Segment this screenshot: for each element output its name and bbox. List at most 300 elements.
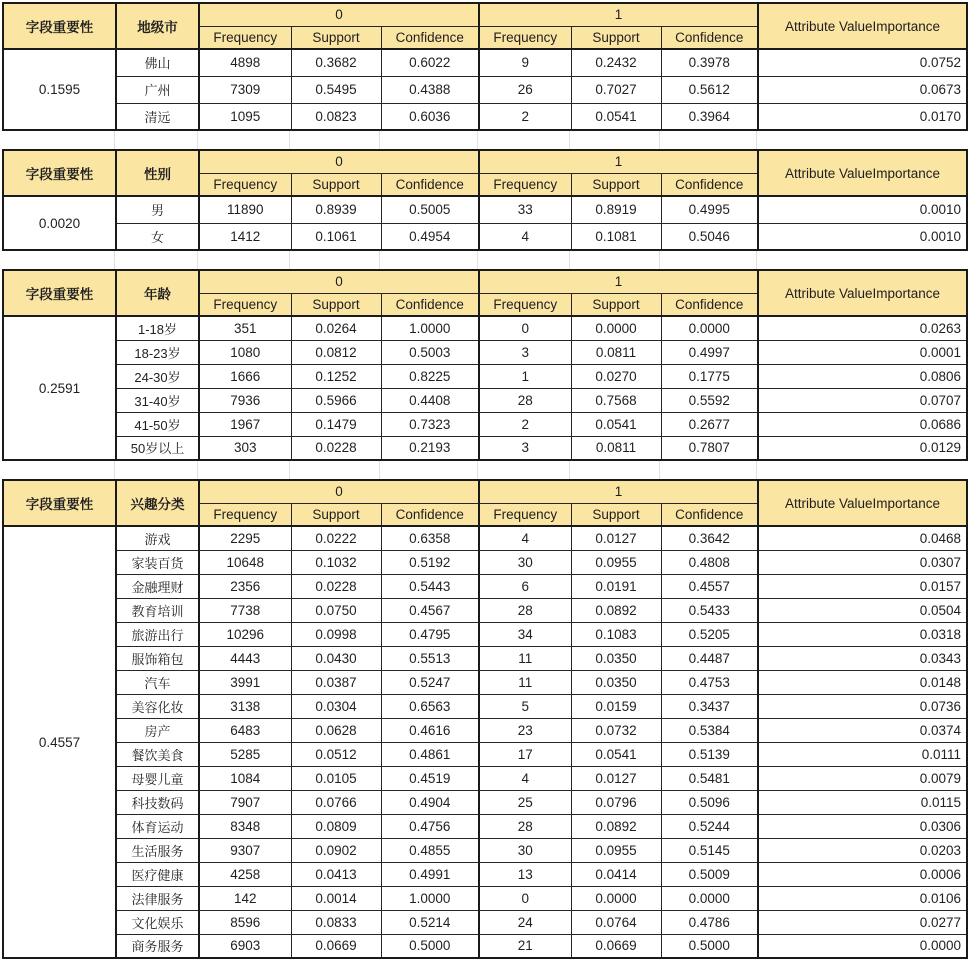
frequency-0-value-cell: 1666 bbox=[199, 364, 291, 388]
support-1-value-cell: 0.0000 bbox=[571, 316, 661, 340]
confidence-1-value-cell: 0.5481 bbox=[661, 766, 758, 790]
confidence-0-value-cell: 0.6036 bbox=[381, 103, 479, 130]
category-value-cell: 体育运动 bbox=[116, 814, 199, 838]
confidence-1-value-cell: 0.5205 bbox=[661, 622, 758, 646]
support-1-value-cell: 0.0191 bbox=[571, 574, 661, 598]
field-importance-value-cell: 0.4557 bbox=[3, 526, 116, 958]
category-value-cell: 汽车 bbox=[116, 670, 199, 694]
category-value-cell: 旅游出行 bbox=[116, 622, 199, 646]
attribute-value-importance-cell: 0.0157 bbox=[758, 574, 967, 598]
category-value-cell: 医疗健康 bbox=[116, 862, 199, 886]
table-row bbox=[3, 598, 967, 622]
frequency-header-cell: Frequency bbox=[199, 173, 291, 196]
attribute-value-importance-cell: 0.0263 bbox=[758, 316, 967, 340]
attribute-value-importance-cell: 0.0318 bbox=[758, 622, 967, 646]
confidence-1-value-cell: 0.3437 bbox=[661, 694, 758, 718]
table-row bbox=[3, 340, 967, 364]
support-0-value-cell: 0.5495 bbox=[291, 76, 381, 103]
frequency-0-value-cell: 5285 bbox=[199, 742, 291, 766]
category-value-cell: 男 bbox=[116, 196, 199, 223]
table-row bbox=[3, 790, 967, 814]
importance-table-性别 bbox=[2, 149, 968, 251]
attribute-value-importance-cell: 0.0343 bbox=[758, 646, 967, 670]
attribute-value-importance-cell: 0.0277 bbox=[758, 910, 967, 934]
attribute-value-importance-cell: 0.0170 bbox=[758, 103, 967, 130]
attribute-value-importance-cell: 0.0306 bbox=[758, 814, 967, 838]
frequency-0-value-cell: 9307 bbox=[199, 838, 291, 862]
category-value-cell: 教育培训 bbox=[116, 598, 199, 622]
frequency-0-value-cell: 10296 bbox=[199, 622, 291, 646]
frequency-1-value-cell: 4 bbox=[479, 223, 571, 250]
frequency-0-value-cell: 4258 bbox=[199, 862, 291, 886]
group-1-header-cell: 1 bbox=[479, 270, 758, 293]
support-1-value-cell: 0.7027 bbox=[571, 76, 661, 103]
table-row bbox=[3, 223, 967, 250]
gap-gridline bbox=[757, 131, 966, 149]
table-row bbox=[3, 364, 967, 388]
support-0-value-cell: 0.0512 bbox=[291, 742, 381, 766]
category-value-cell: 游戏 bbox=[116, 526, 199, 550]
confidence-0-value-cell: 0.4904 bbox=[381, 790, 479, 814]
importance-header-cell: 字段重要性 bbox=[3, 3, 116, 49]
table-row bbox=[3, 526, 967, 550]
category-value-cell: 18-23岁 bbox=[116, 340, 199, 364]
frequency-0-value-cell: 8596 bbox=[199, 910, 291, 934]
support-0-value-cell: 0.5966 bbox=[291, 388, 381, 412]
support-0-value-cell: 0.0228 bbox=[291, 574, 381, 598]
confidence-0-value-cell: 0.5000 bbox=[381, 934, 479, 958]
support-0-value-cell: 0.0750 bbox=[291, 598, 381, 622]
attribute-value-importance-cell: 0.0707 bbox=[758, 388, 967, 412]
importance-header-cell: 字段重要性 bbox=[3, 480, 116, 526]
gap-gridline bbox=[198, 251, 290, 269]
confidence-0-value-cell: 0.2193 bbox=[381, 436, 479, 460]
field-importance-value-cell: 0.2591 bbox=[3, 316, 116, 460]
support-1-value-cell: 0.0000 bbox=[571, 886, 661, 910]
importance-table-年龄 bbox=[2, 269, 968, 461]
gap-gridline bbox=[660, 461, 757, 479]
gap-gridline bbox=[660, 131, 757, 149]
confidence-1-value-cell: 0.3978 bbox=[661, 49, 758, 76]
frequency-header-cell: Frequency bbox=[199, 26, 291, 49]
support-0-value-cell: 0.0998 bbox=[291, 622, 381, 646]
category-header-cell: 年龄 bbox=[116, 270, 199, 316]
attribute-value-importance-cell: 0.0111 bbox=[758, 742, 967, 766]
group-1-header-cell: 1 bbox=[479, 3, 758, 26]
support-1-value-cell: 0.0127 bbox=[571, 526, 661, 550]
category-value-cell: 金融理财 bbox=[116, 574, 199, 598]
support-1-value-cell: 0.8919 bbox=[571, 196, 661, 223]
category-header-cell: 兴趣分类 bbox=[116, 480, 199, 526]
support-1-value-cell: 0.0270 bbox=[571, 364, 661, 388]
frequency-header-cell: Frequency bbox=[479, 293, 571, 316]
table-gap bbox=[2, 461, 966, 479]
confidence-0-value-cell: 0.5005 bbox=[381, 196, 479, 223]
confidence-1-value-cell: 0.3642 bbox=[661, 526, 758, 550]
frequency-1-value-cell: 5 bbox=[479, 694, 571, 718]
confidence-0-value-cell: 1.0000 bbox=[381, 886, 479, 910]
gap-gridline bbox=[757, 251, 966, 269]
category-value-cell: 房产 bbox=[116, 718, 199, 742]
support-0-value-cell: 0.1061 bbox=[291, 223, 381, 250]
confidence-1-value-cell: 0.5096 bbox=[661, 790, 758, 814]
support-1-value-cell: 0.0764 bbox=[571, 910, 661, 934]
confidence-1-value-cell: 0.4487 bbox=[661, 646, 758, 670]
frequency-1-value-cell: 9 bbox=[479, 49, 571, 76]
table-row bbox=[3, 196, 967, 223]
table-row bbox=[3, 886, 967, 910]
support-0-value-cell: 0.1032 bbox=[291, 550, 381, 574]
gap-gridline bbox=[198, 131, 290, 149]
frequency-1-value-cell: 33 bbox=[479, 196, 571, 223]
gap-gridline bbox=[290, 461, 380, 479]
category-value-cell: 美容化妆 bbox=[116, 694, 199, 718]
attribute-value-importance-cell: 0.0673 bbox=[758, 76, 967, 103]
category-value-cell: 法律服务 bbox=[116, 886, 199, 910]
confidence-1-value-cell: 0.5046 bbox=[661, 223, 758, 250]
category-value-cell: 文化娱乐 bbox=[116, 910, 199, 934]
support-1-value-cell: 0.7568 bbox=[571, 388, 661, 412]
attribute-value-importance-cell: 0.0148 bbox=[758, 670, 967, 694]
frequency-0-value-cell: 1412 bbox=[199, 223, 291, 250]
table-header bbox=[3, 3, 967, 49]
gap-gridline bbox=[570, 461, 660, 479]
category-value-cell: 佛山 bbox=[116, 49, 199, 76]
confidence-1-value-cell: 0.5009 bbox=[661, 862, 758, 886]
frequency-1-value-cell: 17 bbox=[479, 742, 571, 766]
table-row bbox=[3, 49, 967, 76]
group-0-header-cell: 0 bbox=[199, 3, 479, 26]
confidence-0-value-cell: 0.4567 bbox=[381, 598, 479, 622]
confidence-0-value-cell: 0.5003 bbox=[381, 340, 479, 364]
confidence-1-value-cell: 0.5433 bbox=[661, 598, 758, 622]
confidence-1-value-cell: 0.4557 bbox=[661, 574, 758, 598]
confidence-1-value-cell: 0.5244 bbox=[661, 814, 758, 838]
category-value-cell: 家装百货 bbox=[116, 550, 199, 574]
confidence-1-value-cell: 0.5612 bbox=[661, 76, 758, 103]
attribute-value-importance-cell: 0.0752 bbox=[758, 49, 967, 76]
support-1-value-cell: 0.0127 bbox=[571, 766, 661, 790]
confidence-0-value-cell: 0.5443 bbox=[381, 574, 479, 598]
gap-gridline bbox=[2, 131, 115, 149]
confidence-1-value-cell: 0.5384 bbox=[661, 718, 758, 742]
gap-gridline bbox=[757, 461, 966, 479]
gap-gridline bbox=[478, 131, 570, 149]
attribute-value-importance-cell: 0.0468 bbox=[758, 526, 967, 550]
table-row bbox=[3, 670, 967, 694]
table-row bbox=[3, 550, 967, 574]
confidence-0-value-cell: 0.4855 bbox=[381, 838, 479, 862]
frequency-0-value-cell: 7309 bbox=[199, 76, 291, 103]
confidence-header-cell: Confidence bbox=[381, 503, 479, 526]
confidence-0-value-cell: 0.4954 bbox=[381, 223, 479, 250]
support-0-value-cell: 0.0413 bbox=[291, 862, 381, 886]
support-1-value-cell: 0.0541 bbox=[571, 103, 661, 130]
support-1-value-cell: 0.0350 bbox=[571, 646, 661, 670]
attribute-importance-header-cell: Attribute ValueImportance bbox=[758, 150, 967, 196]
gap-gridline bbox=[198, 461, 290, 479]
frequency-0-value-cell: 8348 bbox=[199, 814, 291, 838]
frequency-0-value-cell: 351 bbox=[199, 316, 291, 340]
table-row bbox=[3, 76, 967, 103]
support-1-value-cell: 0.0811 bbox=[571, 436, 661, 460]
support-1-value-cell: 0.0892 bbox=[571, 598, 661, 622]
gap-gridline bbox=[115, 461, 198, 479]
table-row bbox=[3, 694, 967, 718]
category-value-cell: 41-50岁 bbox=[116, 412, 199, 436]
table-header bbox=[3, 270, 967, 316]
confidence-0-value-cell: 0.6022 bbox=[381, 49, 479, 76]
gap-gridline bbox=[380, 251, 478, 269]
category-value-cell: 餐饮美食 bbox=[116, 742, 199, 766]
table-row bbox=[3, 574, 967, 598]
support-0-value-cell: 0.0823 bbox=[291, 103, 381, 130]
attribute-value-importance-cell: 0.0106 bbox=[758, 886, 967, 910]
frequency-header-cell: Frequency bbox=[199, 293, 291, 316]
support-1-value-cell: 0.0541 bbox=[571, 742, 661, 766]
frequency-1-value-cell: 0 bbox=[479, 316, 571, 340]
frequency-1-value-cell: 4 bbox=[479, 526, 571, 550]
category-value-cell: 服饰箱包 bbox=[116, 646, 199, 670]
confidence-1-value-cell: 0.5592 bbox=[661, 388, 758, 412]
gap-gridline bbox=[570, 131, 660, 149]
frequency-0-value-cell: 10648 bbox=[199, 550, 291, 574]
support-1-value-cell: 0.0414 bbox=[571, 862, 661, 886]
confidence-0-value-cell: 0.5214 bbox=[381, 910, 479, 934]
support-0-value-cell: 0.0628 bbox=[291, 718, 381, 742]
category-value-cell: 广州 bbox=[116, 76, 199, 103]
table-header bbox=[3, 480, 967, 526]
attribute-value-importance-cell: 0.0001 bbox=[758, 340, 967, 364]
table-row bbox=[3, 622, 967, 646]
support-header-cell: Support bbox=[571, 173, 661, 196]
frequency-0-value-cell: 2356 bbox=[199, 574, 291, 598]
table-row bbox=[3, 436, 967, 460]
field-importance-value-cell: 0.0020 bbox=[3, 196, 116, 250]
support-0-value-cell: 0.0014 bbox=[291, 886, 381, 910]
support-1-value-cell: 0.0811 bbox=[571, 340, 661, 364]
confidence-0-value-cell: 0.4616 bbox=[381, 718, 479, 742]
gap-gridline bbox=[380, 131, 478, 149]
table-gap bbox=[2, 251, 966, 269]
importance-header-cell: 字段重要性 bbox=[3, 150, 116, 196]
gap-gridline bbox=[660, 251, 757, 269]
confidence-0-value-cell: 0.8225 bbox=[381, 364, 479, 388]
frequency-0-value-cell: 11890 bbox=[199, 196, 291, 223]
field-importance-value-cell: 0.1595 bbox=[3, 49, 116, 130]
confidence-0-value-cell: 0.4756 bbox=[381, 814, 479, 838]
support-0-value-cell: 0.8939 bbox=[291, 196, 381, 223]
support-0-value-cell: 0.0669 bbox=[291, 934, 381, 958]
frequency-0-value-cell: 3991 bbox=[199, 670, 291, 694]
group-0-header-cell: 0 bbox=[199, 150, 479, 173]
group-1-header-cell: 1 bbox=[479, 480, 758, 503]
frequency-0-value-cell: 7738 bbox=[199, 598, 291, 622]
gap-gridline bbox=[2, 461, 115, 479]
support-header-cell: Support bbox=[571, 293, 661, 316]
category-value-cell: 31-40岁 bbox=[116, 388, 199, 412]
category-value-cell: 生活服务 bbox=[116, 838, 199, 862]
support-1-value-cell: 0.0955 bbox=[571, 838, 661, 862]
category-value-cell: 清远 bbox=[116, 103, 199, 130]
confidence-0-value-cell: 0.4991 bbox=[381, 862, 479, 886]
attribute-value-importance-cell: 0.0504 bbox=[758, 598, 967, 622]
table-row bbox=[3, 742, 967, 766]
frequency-0-value-cell: 2295 bbox=[199, 526, 291, 550]
frequency-0-value-cell: 1967 bbox=[199, 412, 291, 436]
attribute-value-importance-cell: 0.0010 bbox=[758, 196, 967, 223]
support-1-value-cell: 0.0892 bbox=[571, 814, 661, 838]
frequency-1-value-cell: 0 bbox=[479, 886, 571, 910]
frequency-0-value-cell: 6903 bbox=[199, 934, 291, 958]
table-header bbox=[3, 150, 967, 196]
importance-table-地级市 bbox=[2, 2, 968, 131]
importance-header-cell: 字段重要性 bbox=[3, 270, 116, 316]
gap-gridline bbox=[380, 461, 478, 479]
table-row bbox=[3, 814, 967, 838]
confidence-1-value-cell: 0.0000 bbox=[661, 316, 758, 340]
confidence-0-value-cell: 0.4388 bbox=[381, 76, 479, 103]
support-header-cell: Support bbox=[291, 26, 381, 49]
attribute-importance-header-cell: Attribute ValueImportance bbox=[758, 3, 967, 49]
gap-gridline bbox=[478, 251, 570, 269]
frequency-1-value-cell: 6 bbox=[479, 574, 571, 598]
category-value-cell: 商务服务 bbox=[116, 934, 199, 958]
gap-gridline bbox=[115, 251, 198, 269]
support-0-value-cell: 0.0809 bbox=[291, 814, 381, 838]
attribute-value-importance-cell: 0.0000 bbox=[758, 934, 967, 958]
confidence-0-value-cell: 0.5513 bbox=[381, 646, 479, 670]
table-body bbox=[3, 316, 967, 460]
support-0-value-cell: 0.0304 bbox=[291, 694, 381, 718]
support-0-value-cell: 0.0430 bbox=[291, 646, 381, 670]
frequency-header-cell: Frequency bbox=[479, 26, 571, 49]
frequency-1-value-cell: 4 bbox=[479, 766, 571, 790]
attribute-value-importance-cell: 0.0686 bbox=[758, 412, 967, 436]
support-0-value-cell: 0.0812 bbox=[291, 340, 381, 364]
attribute-value-importance-cell: 0.0079 bbox=[758, 766, 967, 790]
support-1-value-cell: 0.2432 bbox=[571, 49, 661, 76]
confidence-1-value-cell: 0.5139 bbox=[661, 742, 758, 766]
table-row bbox=[3, 934, 967, 958]
confidence-0-value-cell: 0.5192 bbox=[381, 550, 479, 574]
attribute-value-importance-cell: 0.0806 bbox=[758, 364, 967, 388]
support-0-value-cell: 0.0833 bbox=[291, 910, 381, 934]
confidence-1-value-cell: 0.4995 bbox=[661, 196, 758, 223]
category-value-cell: 24-30岁 bbox=[116, 364, 199, 388]
category-value-cell: 母婴儿童 bbox=[116, 766, 199, 790]
gap-gridline bbox=[570, 251, 660, 269]
frequency-0-value-cell: 303 bbox=[199, 436, 291, 460]
attribute-importance-header-cell: Attribute ValueImportance bbox=[758, 270, 967, 316]
support-header-cell: Support bbox=[291, 173, 381, 196]
confidence-0-value-cell: 0.4519 bbox=[381, 766, 479, 790]
frequency-0-value-cell: 4898 bbox=[199, 49, 291, 76]
frequency-1-value-cell: 30 bbox=[479, 550, 571, 574]
attribute-importance-header-cell: Attribute ValueImportance bbox=[758, 480, 967, 526]
table-row bbox=[3, 838, 967, 862]
category-value-cell: 科技数码 bbox=[116, 790, 199, 814]
frequency-1-value-cell: 34 bbox=[479, 622, 571, 646]
confidence-0-value-cell: 1.0000 bbox=[381, 316, 479, 340]
table-row bbox=[3, 316, 967, 340]
frequency-0-value-cell: 6483 bbox=[199, 718, 291, 742]
category-header-cell: 性别 bbox=[116, 150, 199, 196]
table-row bbox=[3, 862, 967, 886]
gap-gridline bbox=[115, 131, 198, 149]
table-body bbox=[3, 196, 967, 250]
frequency-1-value-cell: 2 bbox=[479, 103, 571, 130]
support-0-value-cell: 0.0264 bbox=[291, 316, 381, 340]
frequency-1-value-cell: 3 bbox=[479, 436, 571, 460]
confidence-1-value-cell: 0.2677 bbox=[661, 412, 758, 436]
support-1-value-cell: 0.0955 bbox=[571, 550, 661, 574]
support-0-value-cell: 0.0766 bbox=[291, 790, 381, 814]
frequency-1-value-cell: 21 bbox=[479, 934, 571, 958]
support-1-value-cell: 0.0669 bbox=[571, 934, 661, 958]
confidence-0-value-cell: 0.5247 bbox=[381, 670, 479, 694]
support-1-value-cell: 0.0350 bbox=[571, 670, 661, 694]
frequency-1-value-cell: 28 bbox=[479, 814, 571, 838]
confidence-0-value-cell: 0.4408 bbox=[381, 388, 479, 412]
frequency-0-value-cell: 7907 bbox=[199, 790, 291, 814]
attribute-value-importance-cell: 0.0129 bbox=[758, 436, 967, 460]
attribute-value-importance-cell: 0.0115 bbox=[758, 790, 967, 814]
confidence-header-cell: Confidence bbox=[661, 503, 758, 526]
confidence-0-value-cell: 0.6563 bbox=[381, 694, 479, 718]
frequency-0-value-cell: 1080 bbox=[199, 340, 291, 364]
frequency-1-value-cell: 3 bbox=[479, 340, 571, 364]
confidence-0-value-cell: 0.4795 bbox=[381, 622, 479, 646]
table-body bbox=[3, 49, 967, 130]
group-1-header-cell: 1 bbox=[479, 150, 758, 173]
confidence-1-value-cell: 0.4786 bbox=[661, 910, 758, 934]
support-0-value-cell: 0.0105 bbox=[291, 766, 381, 790]
attribute-value-importance-cell: 0.0307 bbox=[758, 550, 967, 574]
frequency-0-value-cell: 3138 bbox=[199, 694, 291, 718]
frequency-0-value-cell: 4443 bbox=[199, 646, 291, 670]
frequency-1-value-cell: 28 bbox=[479, 388, 571, 412]
frequency-1-value-cell: 28 bbox=[479, 598, 571, 622]
confidence-1-value-cell: 0.7807 bbox=[661, 436, 758, 460]
support-1-value-cell: 0.0541 bbox=[571, 412, 661, 436]
gap-gridline bbox=[290, 131, 380, 149]
frequency-1-value-cell: 26 bbox=[479, 76, 571, 103]
importance-table-兴趣分类 bbox=[2, 479, 968, 959]
support-1-value-cell: 0.0732 bbox=[571, 718, 661, 742]
gap-gridline bbox=[2, 251, 115, 269]
support-1-value-cell: 0.1083 bbox=[571, 622, 661, 646]
support-1-value-cell: 0.0796 bbox=[571, 790, 661, 814]
table-row bbox=[3, 766, 967, 790]
gap-gridline bbox=[290, 251, 380, 269]
attribute-value-importance-cell: 0.0736 bbox=[758, 694, 967, 718]
confidence-1-value-cell: 0.5000 bbox=[661, 934, 758, 958]
category-value-cell: 50岁以上 bbox=[116, 436, 199, 460]
frequency-1-value-cell: 11 bbox=[479, 646, 571, 670]
table-row bbox=[3, 910, 967, 934]
frequency-0-value-cell: 7936 bbox=[199, 388, 291, 412]
frequency-0-value-cell: 142 bbox=[199, 886, 291, 910]
frequency-0-value-cell: 1095 bbox=[199, 103, 291, 130]
table-row bbox=[3, 103, 967, 130]
support-header-cell: Support bbox=[291, 503, 381, 526]
frequency-header-cell: Frequency bbox=[479, 173, 571, 196]
frequency-1-value-cell: 30 bbox=[479, 838, 571, 862]
confidence-1-value-cell: 0.3964 bbox=[661, 103, 758, 130]
frequency-1-value-cell: 11 bbox=[479, 670, 571, 694]
gap-gridline bbox=[478, 461, 570, 479]
